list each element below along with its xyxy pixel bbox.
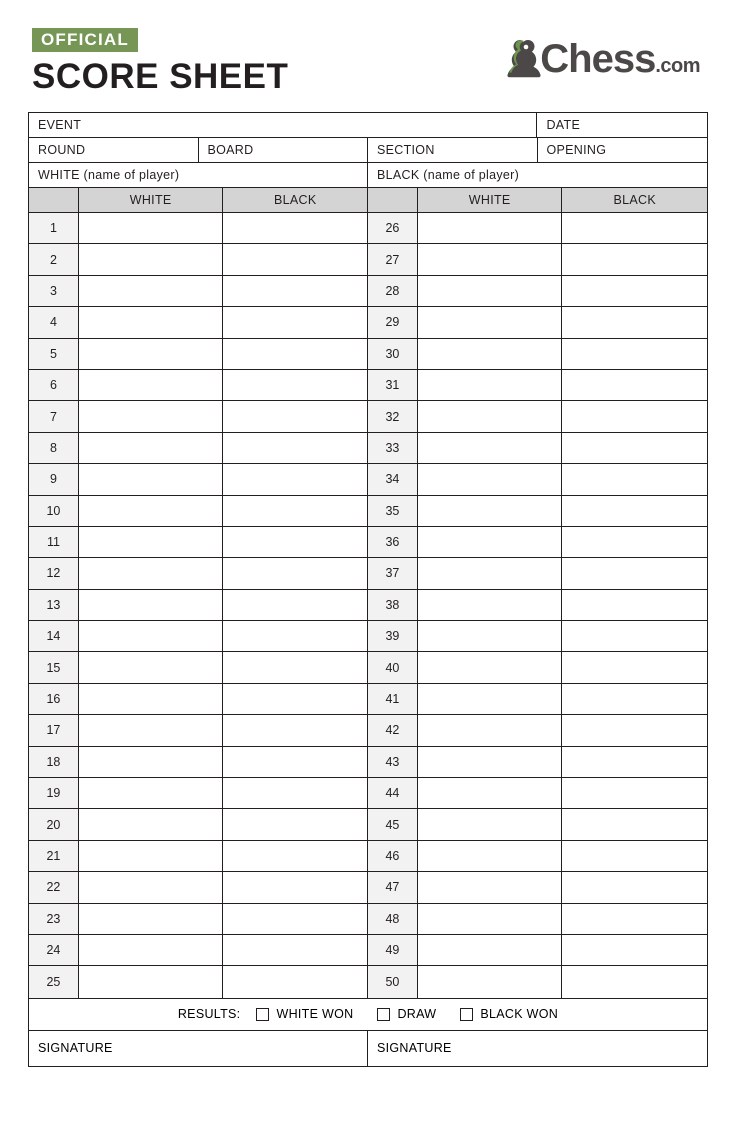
move-cell-left-black[interactable] [223,464,368,494]
move-cell-right-black[interactable] [562,621,707,651]
moves-body [29,213,707,998]
result-option-white-won[interactable] [256,1007,353,1021]
player-names-row [29,163,707,188]
move-row [29,276,707,307]
moves-header-row [29,188,707,213]
move-number-right: 26 [368,213,418,243]
score-sheet-table [28,112,708,1067]
move-cell-right-white[interactable] [418,496,563,526]
move-number-right: 43 [368,747,418,777]
move-cell-right-white[interactable] [418,244,563,274]
event-label: EVENT [38,118,82,132]
title-block [30,28,288,94]
logo-dotcom: .com [655,55,700,77]
move-number-right: 50 [368,966,418,997]
move-row [29,809,707,840]
move-number-right: 40 [368,652,418,682]
move-cell-right-white[interactable] [418,684,563,714]
move-cell-left-white[interactable] [79,464,224,494]
board-field[interactable] [199,138,369,162]
move-number-right: 28 [368,276,418,306]
right-white-header: WHITE [418,188,563,212]
move-cell-left-black[interactable] [223,966,368,997]
move-cell-right-black[interactable] [562,778,707,808]
move-cell-right-white[interactable] [418,715,563,745]
date-field[interactable] [537,113,707,137]
move-cell-left-white[interactable] [79,652,224,682]
move-number-left: 17 [29,715,79,745]
right-black-header: BLACK [613,193,656,207]
move-number-left: 4 [29,307,79,337]
left-number-header [29,188,79,212]
move-cell-left-black[interactable] [223,339,368,369]
move-number-right: 47 [368,872,418,902]
move-row [29,558,707,589]
move-cell-right-black[interactable] [562,590,707,620]
white-player-field[interactable] [29,163,368,187]
move-cell-left-black[interactable] [223,621,368,651]
move-cell-left-white[interactable] [79,778,224,808]
move-cell-right-black[interactable] [562,244,707,274]
signature-left-field[interactable] [29,1031,368,1066]
move-number-left: 21 [29,841,79,871]
move-cell-left-black[interactable] [223,433,368,463]
move-cell-right-white[interactable] [418,433,563,463]
move-cell-left-black[interactable] [223,244,368,274]
black-player-field[interactable] [368,163,707,187]
move-cell-left-black[interactable] [223,652,368,682]
move-cell-left-white[interactable] [79,370,224,400]
event-field[interactable] [29,113,537,137]
move-cell-left-black[interactable] [223,213,368,243]
signature-right-label: SIGNATURE [377,1041,452,1056]
result-label-black-won: BLACK WON [480,1007,559,1022]
move-cell-right-white[interactable] [418,370,563,400]
move-number-left: 12 [29,558,79,588]
move-cell-right-black[interactable] [562,527,707,557]
move-row [29,339,707,370]
move-cell-left-white[interactable] [79,935,224,965]
move-number-right: 38 [368,590,418,620]
move-cell-right-white[interactable] [418,307,563,337]
move-number-right: 32 [368,401,418,431]
move-cell-left-black[interactable] [223,496,368,526]
move-number-right: 39 [368,621,418,651]
move-row [29,747,707,778]
move-number-left: 23 [29,904,79,934]
move-cell-right-black[interactable] [562,464,707,494]
move-number-left: 3 [29,276,79,306]
result-label-white-won: WHITE WON [276,1007,354,1022]
move-number-left: 25 [29,966,79,997]
page-header [28,26,708,112]
move-cell-left-black[interactable] [223,527,368,557]
move-cell-right-black[interactable] [562,370,707,400]
move-row [29,778,707,809]
move-number-right: 44 [368,778,418,808]
move-cell-left-white[interactable] [79,684,224,714]
date-label: DATE [546,118,581,132]
move-cell-left-white[interactable] [79,433,224,463]
move-number-right: 34 [368,464,418,494]
black-player-label: BLACK (name of player) [377,168,520,182]
move-cell-left-black[interactable] [223,558,368,588]
move-cell-left-black[interactable] [223,276,368,306]
move-row [29,590,707,621]
results-label: RESULTS: [177,1007,241,1022]
board-label: BOARD [207,143,254,157]
move-cell-right-white[interactable] [418,747,563,777]
move-cell-left-white[interactable] [79,339,224,369]
round-label: ROUND [38,143,86,157]
move-cell-left-black[interactable] [223,809,368,839]
move-cell-left-black[interactable] [223,401,368,431]
move-cell-left-white[interactable] [79,904,224,934]
move-row [29,872,707,903]
section-label: SECTION [377,143,435,157]
move-cell-right-white[interactable] [418,401,563,431]
move-number-right: 36 [368,527,418,557]
move-cell-left-white[interactable] [79,276,224,306]
move-row [29,527,707,558]
move-number-left: 22 [29,872,79,902]
move-number-left: 2 [29,244,79,274]
move-cell-right-black[interactable] [562,558,707,588]
move-cell-right-black[interactable] [562,715,707,745]
move-cell-left-white[interactable] [79,558,224,588]
move-number-right: 29 [368,307,418,337]
move-cell-right-white[interactable] [418,558,563,588]
move-number-right: 42 [368,715,418,745]
move-number-left: 18 [29,747,79,777]
move-cell-left-black[interactable] [223,590,368,620]
move-row [29,935,707,966]
signature-left-label: SIGNATURE [38,1041,113,1056]
move-cell-left-white[interactable] [79,872,224,902]
checkbox-white-won[interactable] [256,1008,269,1021]
move-cell-right-white[interactable] [418,590,563,620]
move-cell-left-black[interactable] [223,904,368,934]
move-cell-right-white[interactable] [418,778,563,808]
move-cell-left-white[interactable] [79,715,224,745]
move-cell-right-white[interactable] [418,872,563,902]
move-number-right: 49 [368,935,418,965]
move-cell-right-white[interactable] [418,904,563,934]
results-row [29,998,707,1031]
move-cell-left-white[interactable] [79,401,224,431]
checkbox-black-won[interactable] [460,1008,473,1021]
move-cell-right-white[interactable] [418,527,563,557]
move-number-left: 8 [29,433,79,463]
move-row [29,715,707,746]
move-cell-right-white[interactable] [418,809,563,839]
opening-label: OPENING [546,143,607,157]
move-number-left: 15 [29,652,79,682]
move-cell-left-black[interactable] [223,935,368,965]
move-cell-right-white[interactable] [418,652,563,682]
result-option-draw[interactable] [377,1007,436,1021]
move-number-left: 7 [29,401,79,431]
move-row [29,496,707,527]
official-badge: OFFICIAL [32,28,138,52]
signature-right-field[interactable] [368,1031,707,1066]
move-cell-right-white[interactable] [418,841,563,871]
move-row [29,213,707,244]
move-number-left: 24 [29,935,79,965]
move-number-left: 11 [29,527,79,557]
move-cell-right-black[interactable] [562,747,707,777]
move-cell-right-black[interactable] [562,496,707,526]
move-cell-right-black[interactable] [562,935,707,965]
move-cell-right-black[interactable] [562,809,707,839]
move-cell-right-black[interactable] [562,401,707,431]
move-cell-right-black[interactable] [562,213,707,243]
left-black-header: BLACK [223,188,368,212]
result-label-draw: DRAW [397,1007,437,1022]
move-cell-right-black[interactable] [562,966,707,997]
move-row [29,966,707,997]
move-cell-left-white[interactable] [79,809,224,839]
move-cell-left-white[interactable] [79,496,224,526]
move-cell-right-white[interactable] [418,621,563,651]
section-field[interactable] [368,138,538,162]
move-number-left: 10 [29,496,79,526]
left-white-header: WHITE [79,188,224,212]
move-number-left: 20 [29,809,79,839]
logo-wordmark: Chess [540,37,656,81]
move-cell-left-white[interactable] [79,244,224,274]
move-cell-right-black[interactable] [562,684,707,714]
signature-row [29,1031,707,1066]
move-cell-left-white[interactable] [79,966,224,997]
move-cell-left-black[interactable] [223,307,368,337]
move-row [29,307,707,338]
move-cell-left-white[interactable] [79,590,224,620]
move-cell-right-black[interactable] [562,904,707,934]
move-row [29,621,707,652]
move-number-left: 5 [29,339,79,369]
move-cell-right-black[interactable] [562,433,707,463]
white-player-label: WHITE (name of player) [38,168,180,182]
move-cell-left-white[interactable] [79,621,224,651]
move-number-right: 27 [368,244,418,274]
move-number-right: 41 [368,684,418,714]
move-cell-left-white[interactable] [79,527,224,557]
move-number-left: 16 [29,684,79,714]
move-row [29,433,707,464]
move-cell-left-white[interactable] [79,747,224,777]
move-cell-left-black[interactable] [223,841,368,871]
pawn-icon [498,36,544,82]
move-cell-left-black[interactable] [223,747,368,777]
move-number-left: 1 [29,213,79,243]
move-cell-left-black[interactable] [223,370,368,400]
move-row [29,904,707,935]
move-cell-right-white[interactable] [418,339,563,369]
move-number-right: 46 [368,841,418,871]
move-number-left: 9 [29,464,79,494]
move-number-right: 35 [368,496,418,526]
move-cell-right-black[interactable] [562,339,707,369]
move-cell-left-white[interactable] [79,213,224,243]
move-cell-right-black[interactable] [562,276,707,306]
opening-field[interactable] [538,138,708,162]
event-date-row [29,113,707,138]
move-cell-right-black[interactable] [562,307,707,337]
move-cell-right-white[interactable] [418,213,563,243]
move-cell-right-white[interactable] [418,966,563,997]
move-cell-right-white[interactable] [418,464,563,494]
move-number-left: 14 [29,621,79,651]
checkbox-draw[interactable] [377,1008,390,1021]
move-cell-left-black[interactable] [223,715,368,745]
round-field[interactable] [29,138,199,162]
move-cell-right-black[interactable] [562,872,707,902]
move-cell-right-black[interactable] [562,841,707,871]
move-number-left: 19 [29,778,79,808]
right-number-header [368,188,418,212]
move-cell-left-black[interactable] [223,872,368,902]
logo-text [540,39,700,79]
move-row [29,370,707,401]
move-cell-left-black[interactable] [223,778,368,808]
move-row [29,464,707,495]
move-row [29,244,707,275]
chesscom-logo [498,36,700,82]
move-number-right: 45 [368,809,418,839]
move-cell-right-white[interactable] [418,935,563,965]
move-row [29,841,707,872]
move-number-left: 13 [29,590,79,620]
move-number-right: 30 [368,339,418,369]
move-cell-left-white[interactable] [79,841,224,871]
move-number-right: 37 [368,558,418,588]
round-board-section-opening-row [29,138,707,163]
move-row [29,652,707,683]
move-cell-left-black[interactable] [223,684,368,714]
page-title: SCORE SHEET [32,57,289,96]
move-number-right: 33 [368,433,418,463]
move-cell-left-white[interactable] [79,307,224,337]
result-option-black-won[interactable] [460,1007,558,1021]
move-number-right: 31 [368,370,418,400]
move-cell-right-white[interactable] [418,276,563,306]
move-cell-right-black[interactable] [562,652,707,682]
move-number-right: 48 [368,904,418,934]
move-row [29,684,707,715]
move-row [29,401,707,432]
move-number-left: 6 [29,370,79,400]
